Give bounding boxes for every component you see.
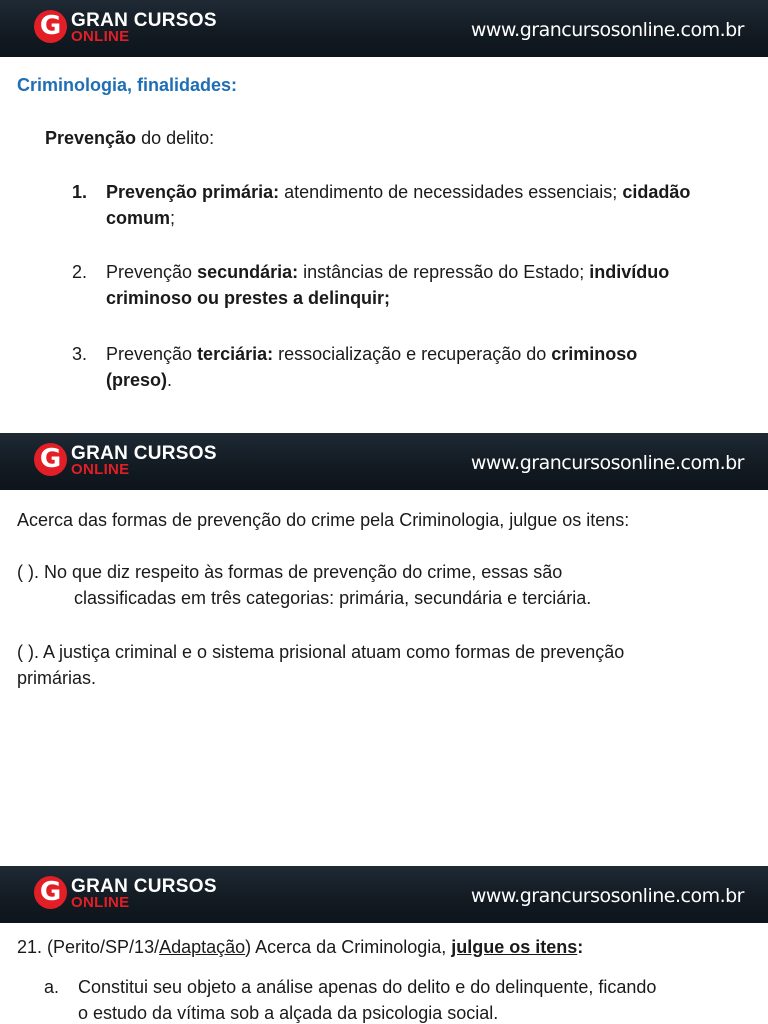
- brand-logo: [34, 876, 234, 914]
- item-line: primárias.: [17, 668, 97, 688]
- item-number: 2.: [72, 262, 88, 282]
- item-a-line1: [44, 974, 764, 1000]
- brand-name-bottom: ONLINE: [71, 28, 130, 45]
- item-text-bold: criminoso: [551, 344, 638, 364]
- logo-g-icon: G: [34, 443, 67, 476]
- question-underlined: Adaptação: [159, 937, 246, 957]
- item-text: ressocialização e recuperação do: [273, 344, 552, 364]
- slide3-question: [17, 934, 583, 960]
- item-3-line1: [72, 341, 762, 367]
- brand-name-top: GRAN CURSOS: [71, 10, 217, 31]
- question-prefix: 21. (Perito/SP/13/: [17, 937, 160, 957]
- slide2-intro: Acerca das formas de prevenção do crime pela Criminologia, julgue os itens:: [17, 510, 630, 530]
- item-text: Constitui seu objeto a análise apenas do delito e do delinquente, ficando: [78, 977, 657, 997]
- brand-url: www.grancursosonline.com.br: [470, 885, 744, 907]
- subtitle-rest: do delito:: [136, 128, 215, 148]
- slide1-item-3: [72, 341, 762, 393]
- slide1-item-2: [72, 259, 762, 311]
- question-middle: ) Acerca da Criminologia,: [245, 937, 452, 957]
- header-bar-2: [0, 433, 768, 490]
- slide2-item-2: [17, 639, 757, 691]
- logo-g-icon: G: [34, 876, 67, 909]
- item-text: instâncias de repressão do Estado;: [298, 262, 590, 282]
- item-line: ( ). A justiça criminal e o sistema prisional atuam como formas de prevenção: [17, 642, 625, 662]
- question-colon: :: [577, 937, 584, 957]
- item-text-bold: cidadão: [622, 182, 691, 202]
- header-bar-1: [0, 0, 768, 57]
- item-3-line2: [72, 367, 762, 393]
- item-number: 1.: [72, 182, 88, 202]
- item-letter: a.: [44, 977, 60, 997]
- subtitle-bold: Prevenção: [45, 128, 137, 148]
- brand-url: www.grancursosonline.com.br: [470, 452, 744, 474]
- item-number: 3.: [72, 344, 88, 364]
- brand-name-top: GRAN CURSOS: [71, 876, 217, 897]
- brand-name-top: GRAN CURSOS: [71, 443, 217, 464]
- slide3-item-a: [44, 974, 764, 1024]
- item-a-line2: o estudo da vítima sob a alçada da psicologia social.: [78, 1003, 499, 1023]
- item-line: classificadas em três categorias: primária, secundária e terciária.: [74, 588, 592, 608]
- item-text: .: [167, 370, 173, 390]
- brand-logo: [34, 443, 234, 481]
- item-text-bold: comum: [106, 208, 171, 228]
- item-text-bold: terciária:: [197, 344, 274, 364]
- item-1-line2: [72, 205, 762, 231]
- item-2-line2: [72, 285, 762, 311]
- item-text: Prevenção: [106, 344, 198, 364]
- logo-g-icon: G: [34, 10, 67, 43]
- brand-name-bottom: ONLINE: [71, 461, 130, 478]
- brand-url: www.grancursosonline.com.br: [470, 19, 744, 41]
- slide1-title: Criminologia, finalidades:: [17, 75, 238, 95]
- item-1-line1: [72, 179, 762, 205]
- slide1-subtitle: [45, 125, 214, 151]
- item-text-bold: criminoso ou prestes a delinquir;: [106, 288, 391, 308]
- question-bold-underlined: julgue os itens: [451, 937, 578, 957]
- slide1-item-1: [72, 179, 762, 231]
- brand-logo: [34, 10, 234, 48]
- item-2-line1: [72, 259, 762, 285]
- item-text-bold: secundária:: [197, 262, 299, 282]
- item-text: atendimento de necessidades essenciais;: [279, 182, 623, 202]
- item-text-bold: Prevenção primária:: [106, 182, 280, 202]
- item-line: ( ). No que diz respeito às formas de prevenção do crime, essas são: [17, 562, 563, 582]
- item-text: ;: [170, 208, 176, 228]
- brand-name-bottom: ONLINE: [71, 894, 130, 911]
- item-text-bold: (preso): [106, 370, 168, 390]
- item-text-bold: indivíduo: [589, 262, 670, 282]
- header-bar-3: [0, 866, 768, 923]
- item-text: Prevenção: [106, 262, 198, 282]
- slide2-item-1: [17, 559, 757, 611]
